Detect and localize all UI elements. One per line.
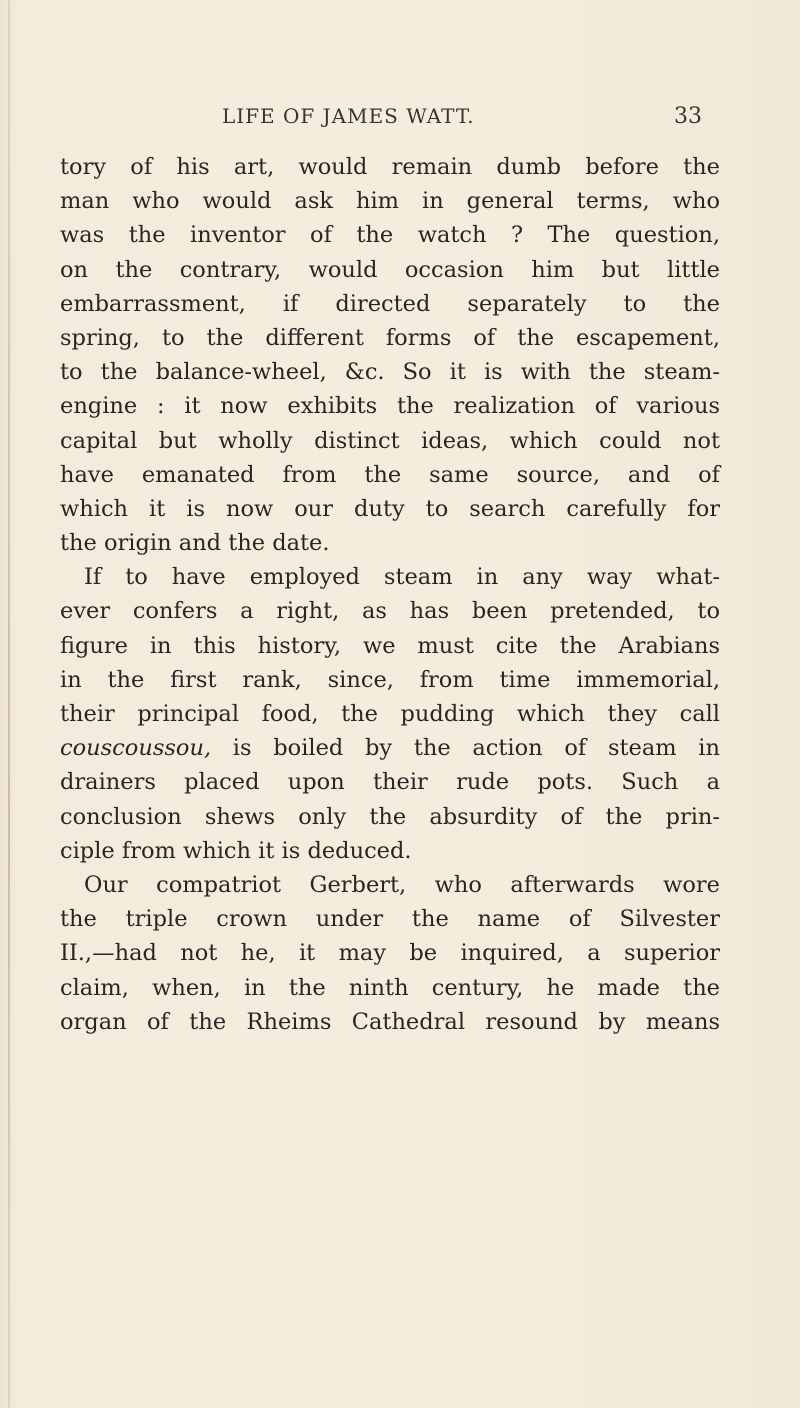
text-line: conclusion shews only the absurdity of the prin- xyxy=(60,803,720,830)
text-line: drainers placed upon their rude pots. Such a xyxy=(60,769,720,796)
text-line: capital but wholly distinct ideas, which could not xyxy=(60,427,720,454)
page-header xyxy=(222,104,702,138)
text-line-with-italic xyxy=(60,731,720,765)
text-line: organ of the Rheims Cathedral resound by means xyxy=(60,1008,720,1035)
text-line: on the contrary, would occasion him but little xyxy=(60,256,720,283)
text-line: spring, to the different forms of the escapement, xyxy=(60,324,720,351)
paragraph-start-line: Our compatriot Gerbert, who afterwards wore xyxy=(84,871,720,898)
text-line: have emanated from the same source, and of xyxy=(60,461,720,488)
text-line: engine : it now exhibits the realization of various xyxy=(60,393,720,420)
text-line: ever confers a right, as has been pretended, to xyxy=(60,598,720,625)
italic-term: couscoussou, xyxy=(60,735,212,762)
text-line: which it is now our duty to search carefully for xyxy=(60,495,720,522)
body-text xyxy=(60,150,720,1039)
text-line-rest: is boiled by the action of steam in xyxy=(211,735,720,762)
paragraph-end-line: the origin and the date. xyxy=(60,530,330,557)
text-line: the triple crown under the name of Silvester xyxy=(60,906,720,933)
text-line: their principal food, the pudding which they call xyxy=(60,701,720,727)
running-title: LIFE OF JAMES WATT. xyxy=(222,104,475,128)
text-line: to the balance-wheel, &c. So it is with the steam- xyxy=(60,359,720,386)
text-line: man who would ask him in general terms, who xyxy=(60,188,720,215)
text-line: claim, when, in the ninth century, he made the xyxy=(60,974,720,1001)
text-line: in the first rank, since, from time immemorial, xyxy=(60,666,720,693)
text-line: figure in this history, we must cite the Arabians xyxy=(60,632,720,659)
paragraph-end-line: ciple from which it is deduced. xyxy=(60,837,412,864)
page-gutter-shadow xyxy=(8,0,10,1408)
paragraph-start-line: If to have employed steam in any way what- xyxy=(84,564,720,591)
text-line: tory of his art, would remain dumb before the xyxy=(60,154,720,180)
text-line: embarrassment, if directed separately to the xyxy=(60,290,720,317)
text-line: was the inventor of the watch ? The question, xyxy=(60,222,720,249)
text-line: II.,—had not he, it may be inquired, a superior xyxy=(60,940,720,967)
page-number: 33 xyxy=(674,104,702,129)
